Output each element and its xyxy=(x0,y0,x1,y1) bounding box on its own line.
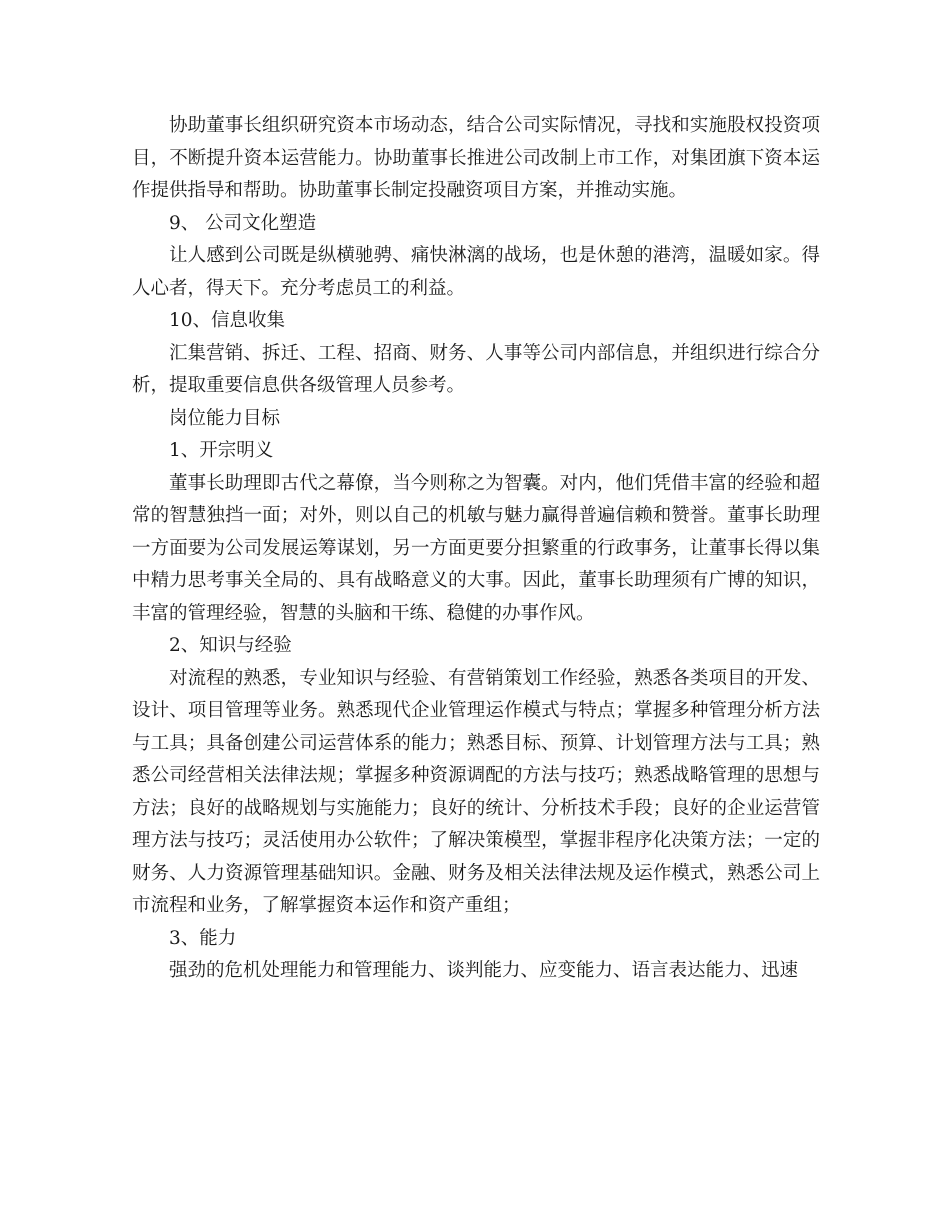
heading-position-ability-goals: 岗位能力目标 xyxy=(169,407,281,429)
paragraph-knowledge-experience: 对流程的熟悉，专业知识与经验、有营销策划工作经验，熟悉各类项目的开发、设计、项目管理等业务。熟悉现代企业管理运作模式与特点；掌握多种管理分析方法与工具；具备创建公司运营体系的能力；熟悉目标、预算、计划管理方法与工具；熟悉公司经营相关法律法规；掌握多种资源调配的方法与技巧；熟悉战略管理的思想与方法；良好的战略规划与实施能力；良好的统计、分析技术手段；良好的企业运营管理方法与技巧；灵活使用办公软件；了解决策模型，掌握非程序化决策方法；一定的财务、人力资源管理基础知识。金融、财务及相关法律法规及运作模式，熟悉公司上市流程和业务，了解掌握资本运作和资产重组； xyxy=(132,667,820,916)
paragraph-company-culture: 让人感到公司既是纵横驰骋、痛快淋漓的战场，也是休憩的港湾，温暖如家。得人心者，得天下。充分考虑员工的利益。 xyxy=(132,245,820,299)
heading-preface: 1、开宗明义 xyxy=(169,440,274,461)
document-page xyxy=(132,110,820,988)
paragraph-capital-operation: 协助董事长组织研究资本市场动态，结合公司实际情况，寻找和实施股权投资项目，不断提升资本运营能力。协助董事长推进公司改制上市工作，对集团旗下资本运作提供指导和帮助。协助董事长制定投融资项目方案，并推动实施。 xyxy=(132,115,820,201)
paragraph-preface: 董事长助理即古代之幕僚，当今则称之为智囊。对内，他们凭借丰富的经验和超常的智慧独挡一面；对外，则以自己的机敏与魅力赢得普遍信赖和赞誉。董事长助理一方面要为公司发展运筹谋划，另一方面更要分担繁重的行政事务，让董事长得以集中精力思考事关全局的、具有战略意义的大事。因此，董事长助理须有广博的知识，丰富的管理经验，智慧的头脑和干练、稳健的办事作风。 xyxy=(132,472,820,624)
paragraph-information-collection: 汇集营销、拆迁、工程、招商、财务、人事等公司内部信息，并组织进行综合分析，提取重要信息供各级管理人员参考。 xyxy=(132,342,820,396)
heading-ability: 3、能力 xyxy=(169,927,237,949)
paragraph-ability: 强劲的危机处理能力和管理能力、谈判能力、应变能力、语言表达能力、迅速 xyxy=(169,960,799,981)
heading-knowledge-experience: 2、知识与经验 xyxy=(169,635,292,656)
heading-company-culture: 9、 公司文化塑造 xyxy=(169,212,317,234)
heading-information-collection: 10、信息收集 xyxy=(169,310,286,331)
